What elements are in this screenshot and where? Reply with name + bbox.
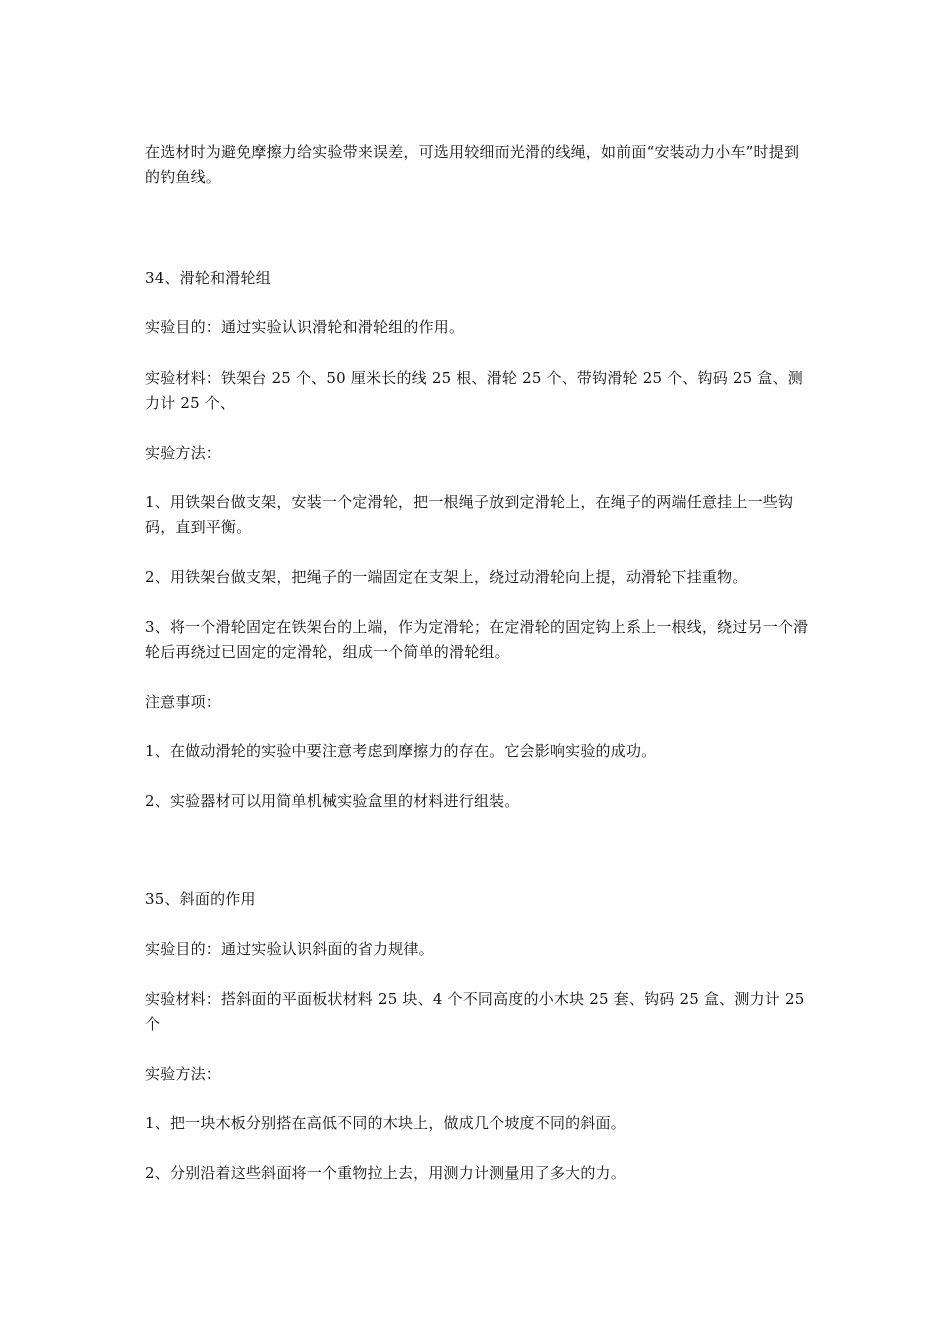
notes-heading-34: 注意事项： — [145, 693, 222, 711]
method-step-2-35: 2、分别沿着这些斜面将一个重物拉上去，用测力计测量用了多大的力。 — [145, 1164, 626, 1182]
materials-34: 实验材料：铁架台 25 个、50 厘米长的线 25 根、滑轮 25 个、带钩滑轮 25 个、钩码 25 盒、测力计 25 个、 — [145, 369, 803, 412]
method-step-1-34: 1、用铁架台做支架，安装一个定滑轮，把一根绳子放到定滑轮上，在绳子的两端任意挂上一些钩码，直到平衡。 — [145, 493, 794, 536]
purpose-34: 实验目的：通过实验认识滑轮和滑轮组的作用。 — [145, 318, 465, 336]
method-heading-35: 实验方法： — [145, 1065, 222, 1083]
method-step-2-34: 2、用铁架台做支架，把绳子的一端固定在支架上，绕过动滑轮向上提，动滑轮下挂重物。 — [145, 568, 748, 586]
method-step-1-35: 1、把一块木板分别搭在高低不同的木块上，做成几个坡度不同的斜面。 — [145, 1114, 626, 1132]
section-heading-34: 34、滑轮和滑轮组 — [145, 269, 271, 287]
materials-35: 实验材料：搭斜面的平面板状材料 25 块、4 个不同高度的小木块 25 套、钩码 25 盒、测力计 25 个 — [145, 990, 805, 1033]
method-heading-34: 实验方法： — [145, 444, 222, 462]
section-heading-35: 35、斜面的作用 — [145, 890, 256, 908]
method-step-3-34: 3、将一个滑轮固定在铁架台的上端，作为定滑轮；在定滑轮的固定钩上系上一根线，绕过另一个滑轮后再绕过已固定的定滑轮，组成一个简单的滑轮组。 — [145, 618, 809, 661]
note-1-34: 1、在做动滑轮的实验中要注意考虑到摩擦力的存在。它会影响实验的成功。 — [145, 742, 657, 760]
purpose-35: 实验目的：通过实验认识斜面的省力规律。 — [145, 940, 434, 958]
intro-paragraph: 在选材时为避免摩擦力给实验带来误差，可选用较细而光滑的线绳，如前面“安装动力小车”时提到的钓鱼线。 — [145, 143, 800, 186]
note-2-34: 2、实验器材可以用简单机械实验盒里的材料进行组装。 — [145, 792, 520, 810]
